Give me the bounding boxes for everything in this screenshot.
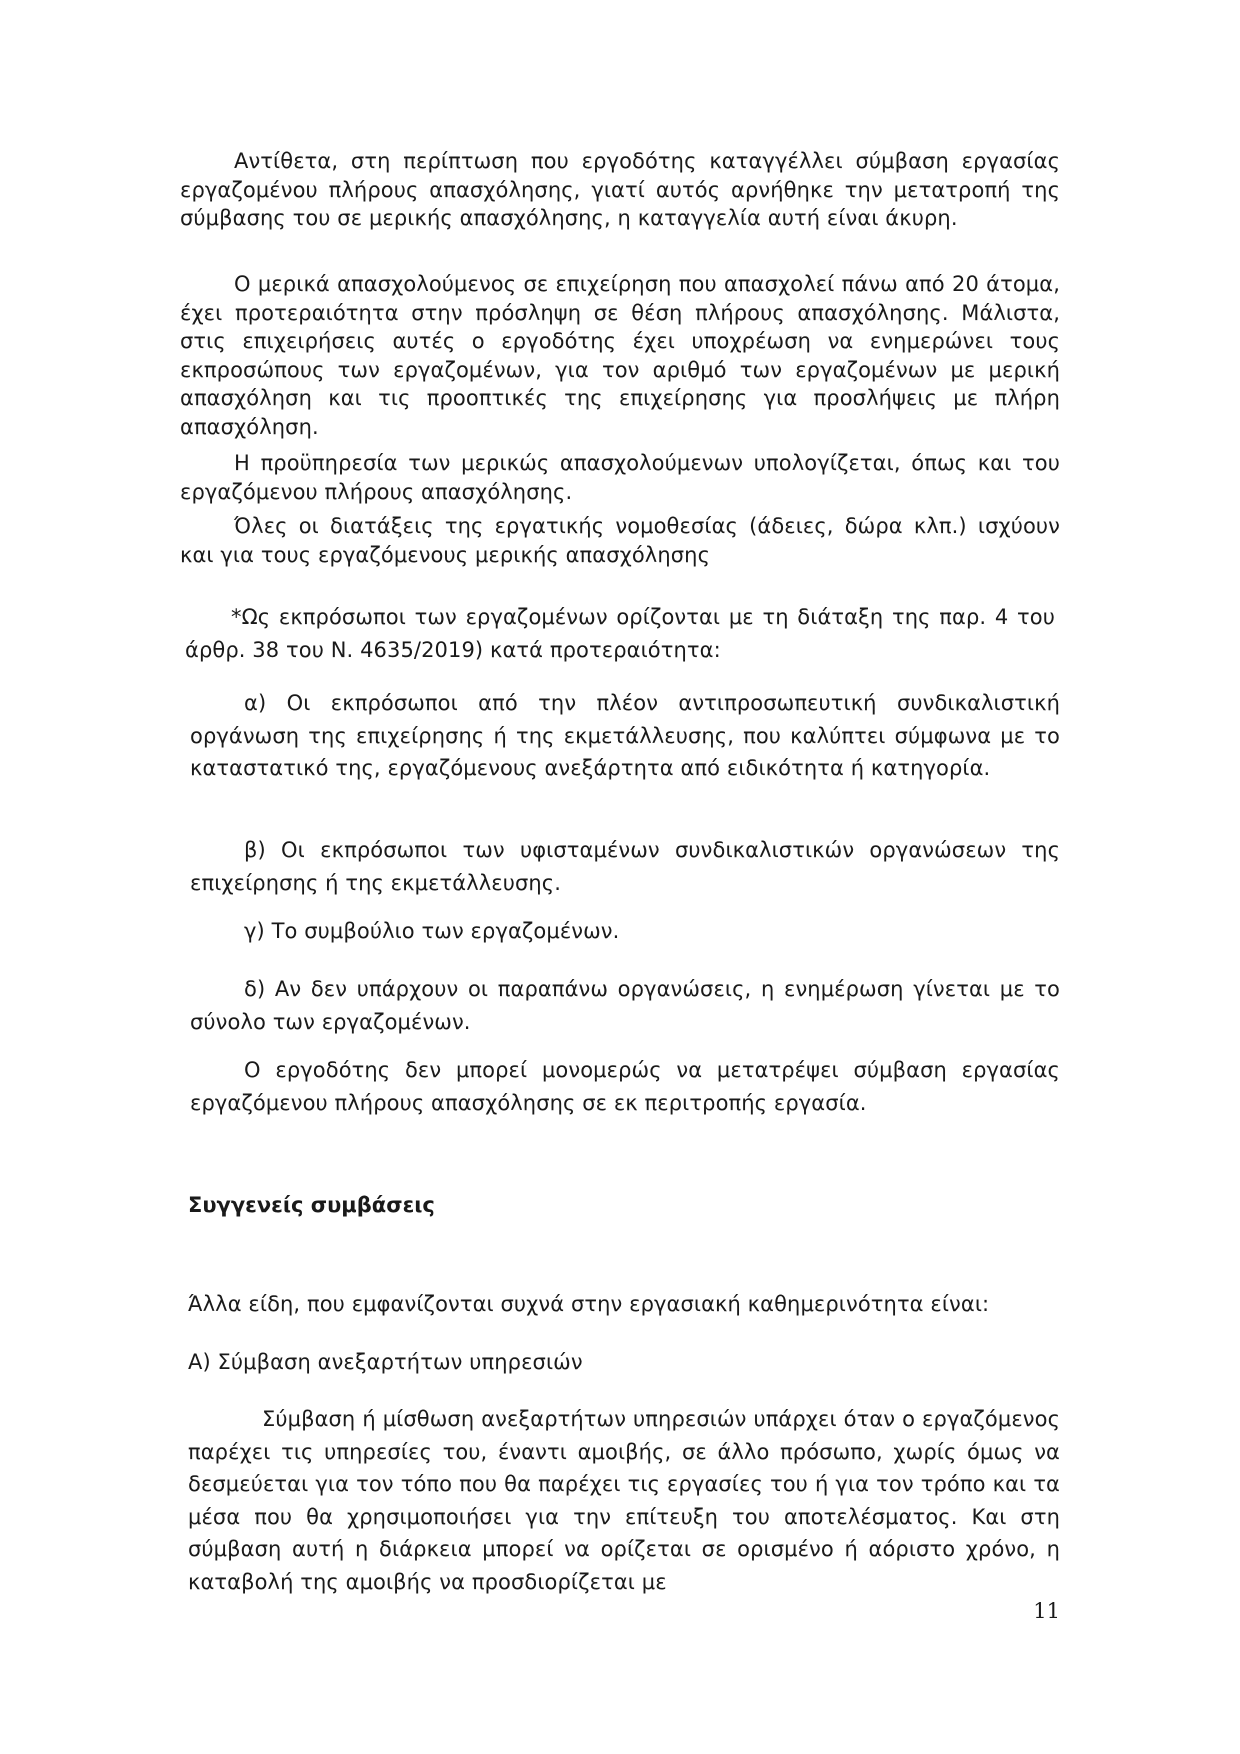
page-number: 11 — [1033, 1599, 1060, 1623]
list-item-a: α) Οι εκπρόσωποι από την πλέον αντιπροσωπευτική συνδικαλιστική οργάνωση της επιχείρησης ή της εκμετάλλευσης, που καλύπτει σύμφωνα με το καταστατικό της, εργαζόμενους ανεξάρτητα από ειδικότητα ή κατηγορία. — [190, 691, 1060, 780]
list-item-b: β) Οι εκπρόσωποι των υφισταμένων συνδικαλιστικών οργανώσεων της επιχείρησης ή της εκμετάλλευσης. — [190, 838, 1060, 895]
paragraph-part-time-priority: Ο μερικά απασχολούμενος σε επιχείρηση που απασχολεί πάνω από 20 άτομα, έχει προτεραιότητα στην πρόσληψη σε θέση πλήρους απασχόλησης. Μάλιστα, στις επιχειρήσεις αυτές ο εργοδότης έχει υποχρέωση να ενημερώνει τους εκπροσώπους των εργαζομένων, για τον αριθμό των εργαζομένων με μερική απασχόληση και τις προοπτικές της επιχείρησης για προσλήψεις με πλήρη απασχόληση. — [180, 272, 1060, 439]
paragraph-rotation-work: Ο εργοδότης δεν μπορεί μονομερώς να μετατρέψει σύμβαση εργασίας εργαζόμενου πλήρους απασχόλησης σε εκ περιτροπής εργασία. — [190, 1058, 1060, 1115]
section-body: Σύμβαση ή μίσθωση ανεξαρτήτων υπηρεσιών υπάρχει όταν ο εργαζόμενος παρέχει τις υπηρεσίες του, έναντι αμοιβής, σε άλλο πρόσωπο, χωρίς όμως να δεσμεύεται για τον τόπο που θα παρέχει τις εργασίες του ή για τον τρόπο και τα μέσα που θα χρησιμοποιήσει για την επίτευξη του αποτελέσματος. Και στη σύμβαση αυτή η διάρκεια μπορεί να ορίζεται σε ορισμένο ή αόριστο χρόνο, η καταβολή της αμοιβής να προσδιορίζεται με — [188, 1407, 1060, 1594]
paragraph-termination-invalid: Αντίθετα, στη περίπτωση που εργοδότης καταγγέλλει σύμβαση εργασίας εργαζομένου πλήρους απασχόλησης, γιατί αυτός αρνήθηκε την μετατροπή της σύμβασης του σε μερικής απασχόλησης, η καταγγελία αυτή είναι άκυρη. — [180, 149, 1060, 230]
list-item-d: δ) Αν δεν υπάρχουν οι παραπάνω οργανώσεις, η ενημέρωση γίνεται με το σύνολο των εργαζομένων. — [190, 977, 1060, 1034]
footnote-employee-representatives: *Ως εκπρόσωποι των εργαζομένων ορίζονται με τη διάταξη της παρ. 4 του άρθρ. 38 του Ν. 4635/2019) κατά προτεραιότητα: — [185, 605, 1055, 662]
paragraph-labor-law-applies: Όλες οι διατάξεις της εργατικής νομοθεσίας (άδειες, δώρα κλπ.) ισχύουν και για τους εργαζόμενους μερικής απασχόλησης — [180, 514, 1060, 567]
paragraph-prior-service: Η προϋπηρεσία των μερικώς απασχολούμενων υπολογίζεται, όπως και του εργαζόμενου πλήρους απασχόλησης. — [180, 451, 1060, 504]
section-intro: Άλλα είδη, που εμφανίζονται συχνά στην εργασιακή καθημερινότητα είναι: — [188, 1292, 990, 1316]
section-heading: Συγγενείς συμβάσεις — [188, 1193, 435, 1217]
list-item-c: γ) Το συμβούλιο των εργαζομένων. — [244, 919, 620, 943]
section-subheading: Α) Σύμβαση ανεξαρτήτων υπηρεσιών — [188, 1350, 583, 1374]
